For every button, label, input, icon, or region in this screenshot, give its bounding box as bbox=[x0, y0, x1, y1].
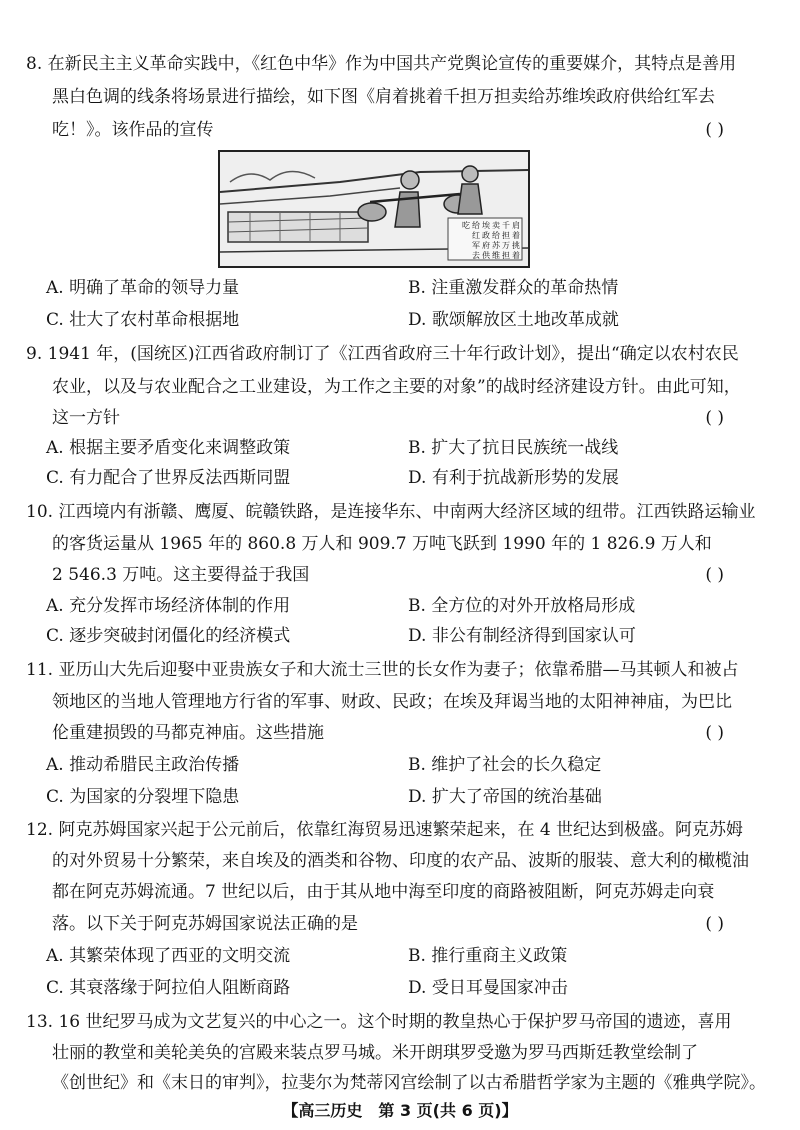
q8-line-2: 黑白色调的线条将场景进行描绘，如下图《肩着挑着千担万担卖给苏维埃政府供给红军去 bbox=[52, 87, 715, 107]
caption-char: 埃 bbox=[482, 221, 490, 230]
q11-option-c[interactable]: C. 为国家的分裂埋下隐患 bbox=[46, 787, 240, 807]
answer-bracket: ( ) bbox=[705, 408, 724, 428]
q10-line-1: 10. 江西境内有浙赣、鹰厦、皖赣铁路，是连接华东、中南两大经济区域的纽带。江西铁路运输业 bbox=[26, 502, 756, 522]
caption-char: 军 bbox=[472, 241, 480, 250]
caption-char: 担 bbox=[502, 231, 510, 240]
caption-char: 府 bbox=[482, 241, 490, 250]
caption-char: 挑 bbox=[512, 241, 520, 250]
caption-char: 万 bbox=[502, 241, 510, 250]
q10-option-b[interactable]: B. 全方位的对外开放格局形成 bbox=[408, 596, 636, 616]
q11-option-d[interactable]: D. 扩大了帝国的统治基础 bbox=[408, 787, 602, 807]
q12-line-2: 的对外贸易十分繁荣，来自埃及的酒类和谷物、印度的农产品、波斯的服装、意大利的橄榄油 bbox=[52, 851, 749, 871]
q9-option-d[interactable]: D. 有利于抗战新形势的发展 bbox=[408, 468, 619, 488]
woodcut-illustration bbox=[218, 150, 530, 268]
q10-line-3: 2 546.3 万吨。这主要得益于我国 ( ) bbox=[52, 565, 724, 585]
q12-option-d[interactable]: D. 受日耳曼国家冲击 bbox=[408, 978, 568, 998]
q11-line-1: 11. 亚历山大先后迎娶中亚贵族女子和大流士三世的长女作为妻子；依靠希腊—马其顿人和被占 bbox=[26, 660, 739, 680]
q13-line-1: 13. 16 世纪罗马成为文艺复兴的中心之一。这个时期的教皇热心于保护罗马帝国的遗迹，喜用 bbox=[26, 1012, 732, 1032]
page-footer: 【高三历史 第 3 页(共 6 页)】 bbox=[282, 1101, 518, 1120]
q8-line-3: 吃！》。该作品的宣传 ( ) bbox=[52, 120, 724, 140]
caption-char: 去 bbox=[472, 251, 480, 260]
q11-line-3: 伦重建损毁的马都克神庙。这些措施 ( ) bbox=[52, 723, 724, 743]
q9-line-3: 这一方针 ( ) bbox=[52, 408, 724, 428]
caption-char: 着 bbox=[512, 231, 520, 240]
q12-line-1: 12. 阿克苏姆国家兴起于公元前后，依靠红海贸易迅速繁荣起来，在 4 世纪达到极盛。阿克苏姆 bbox=[26, 820, 744, 840]
q12-line-4: 落。以下关于阿克苏姆国家说法正确的是 ( ) bbox=[52, 914, 724, 934]
caption-char: 苏 bbox=[492, 241, 500, 250]
caption-char: 卖 bbox=[492, 221, 500, 230]
answer-bracket: ( ) bbox=[705, 120, 724, 140]
q8-option-b[interactable]: B. 注重激发群众的革命热情 bbox=[408, 278, 619, 298]
q10-line-2: 的客货运量从 1965 年的 860.8 万人和 909.7 万吨飞跃到 1990 年的 1 826.9 万人和 bbox=[52, 534, 712, 554]
caption-char: 千 bbox=[502, 221, 510, 230]
q12-option-a[interactable]: A. 其繁荣体现了西亚的文明交流 bbox=[46, 946, 291, 966]
q9-line-2: 农业，以及与农业配合之工业建设，为工作之主要的对象”的战时经济建设方针。由此可知， bbox=[52, 377, 741, 397]
q11-option-a[interactable]: A. 推动希腊民主政治传播 bbox=[46, 755, 240, 775]
caption-char: 红 bbox=[472, 231, 480, 240]
q11-option-b[interactable]: B. 维护了社会的长久稳定 bbox=[408, 755, 602, 775]
q8-option-c[interactable]: C. 壮大了农村革命根据地 bbox=[46, 310, 240, 330]
caption-char: 维 bbox=[492, 251, 500, 260]
caption-char: 吃 bbox=[462, 221, 470, 230]
answer-bracket: ( ) bbox=[705, 565, 724, 585]
caption-char: 供 bbox=[482, 251, 490, 260]
q8-option-a[interactable]: A. 明确了革命的领导力量 bbox=[46, 278, 240, 298]
q13-line-2: 壮丽的教堂和美轮美奂的宫殿来装点罗马城。米开朗琪罗受邀为罗马西斯廷教堂绘制了 bbox=[52, 1043, 698, 1063]
caption-char: 肩 bbox=[512, 221, 520, 230]
caption-char: 担 bbox=[502, 251, 510, 260]
q11-line-2: 领地区的当地人管理地方行省的军事、财政、民政；在埃及拜谒当地的太阳神神庙，为巴比 bbox=[52, 692, 732, 712]
q9-line-1: 9. 1941 年，(国统区)江西省政府制订了《江西省政府三十年行政计划》，提出“确定以农村农民 bbox=[26, 344, 739, 364]
q8-line-1: 8. 在新民主主义革命实践中，《红色中华》作为中国共产党舆论宣传的重要媒介，其特点是善用 bbox=[26, 54, 737, 74]
q12-option-b[interactable]: B. 推行重商主义政策 bbox=[408, 946, 568, 966]
q8-option-d[interactable]: D. 歌颂解放区土地改革成就 bbox=[408, 310, 619, 330]
caption-char: 给 bbox=[492, 231, 500, 240]
q12-option-c[interactable]: C. 其衰落缘于阿拉伯人阻断商路 bbox=[46, 978, 291, 998]
q10-option-d[interactable]: D. 非公有制经济得到国家认可 bbox=[408, 626, 636, 646]
q12-line-3: 都在阿克苏姆流通。7 世纪以后，由于其从地中海至印度的商路被阻断，阿克苏姆走向衰 bbox=[52, 882, 715, 902]
caption-char: 政 bbox=[482, 231, 490, 240]
q13-line-3: 《创世纪》和《末日的审判》，拉斐尔为梵蒂冈宫绘制了以古希腊哲学家为主题的《雅典学院》。 bbox=[52, 1073, 766, 1093]
caption-char: 着 bbox=[512, 251, 520, 260]
q9-option-a[interactable]: A. 根据主要矛盾变化来调整政策 bbox=[46, 438, 291, 458]
q9-option-c[interactable]: C. 有力配合了世界反法西斯同盟 bbox=[46, 468, 291, 488]
q10-option-a[interactable]: A. 充分发挥市场经济体制的作用 bbox=[46, 596, 291, 616]
q9-option-b[interactable]: B. 扩大了抗日民族统一战线 bbox=[408, 438, 619, 458]
answer-bracket: ( ) bbox=[705, 723, 724, 743]
caption-char: 给 bbox=[472, 221, 480, 230]
woodcut-drawing bbox=[220, 152, 528, 266]
q10-option-c[interactable]: C. 逐步突破封闭僵化的经济模式 bbox=[46, 626, 291, 646]
answer-bracket: ( ) bbox=[705, 914, 724, 934]
